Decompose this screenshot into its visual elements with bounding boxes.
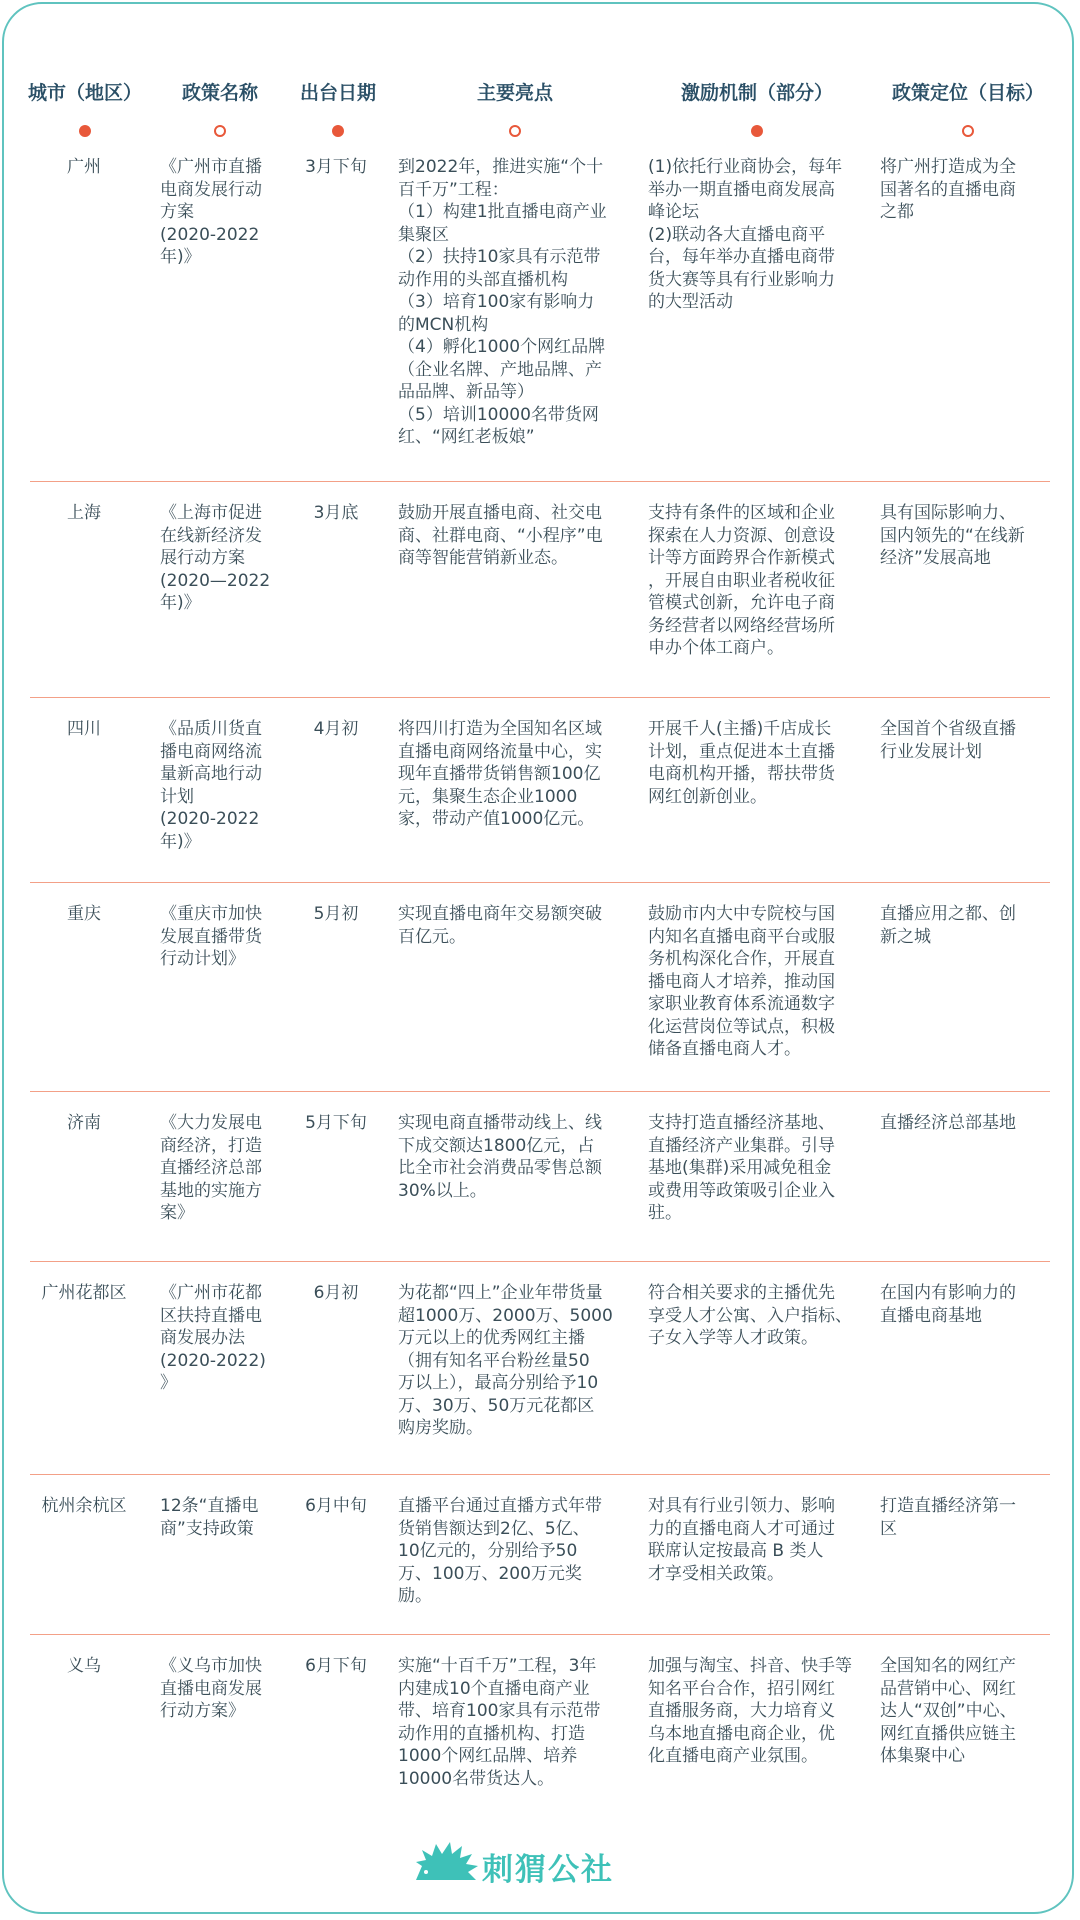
hollow-dot-icon [509,125,521,137]
row-city: 广州花都区 [41,1283,127,1303]
row-separator [30,1634,1050,1635]
row-highlights: 实现电商直播带动线上、线 下成交额达1800亿元，占 比全市社会消费品零售总额 30%以上。 [398,1113,602,1201]
row-city: 义乌 [67,1656,101,1676]
row-date: 6月中旬 [305,1496,367,1516]
row-separator [30,1091,1050,1092]
row-incentives: (1)依托行业商协会，每年 举办一期直播电商发展高 峰论坛 (2)联动各大直播电商平 台，每年举办直播电商带 货大赛等具有行业影响力 的大型活动 [648,157,843,312]
row-positioning: 在国内有影响力的 直播电商基地 [880,1283,1016,1326]
row-highlights: 直播平台通过直播方式年带 货销售额达到2亿、5亿、 10亿元的，分别给予50 万、100万、200万元奖 励。 [398,1496,602,1606]
filled-dot-icon [332,125,344,137]
row-policy-name: 《广州市直播 电商发展行动 方案 (2020-2022 年)》 [160,157,262,267]
row-positioning: 将广州打造成为全 国著名的直播电商 之都 [880,157,1016,222]
row-policy-name: 12条“直播电 商”支持政策 [160,1496,259,1539]
header-policy-name [160,78,280,137]
row-city: 上海 [67,503,101,523]
row-incentives: 加强与淘宝、抖音、快手等 知名平台合作，招引网红 直播服务商，大力培育义 乌本地直播电商企业，优 化直播电商产业氛围。 [648,1656,852,1766]
row-highlights: 将四川打造为全国知名区域 直播电商网络流量中心，实 现年直播带货销售额100亿 元，集聚生态企业1000 家，带动产值1000亿元。 [398,719,602,829]
header-highlights-label: 主要亮点 [476,82,553,104]
row-incentives: 开展千人(主播)千店成长 计划，重点促进本土直播 电商机构开播，帮扶带货 网红创新创业。 [648,719,835,807]
row-policy-name: 《品质川货直 播电商网络流 量新高地行动 计划 (2020-2022 年)》 [160,719,262,852]
hollow-dot-icon [962,125,974,137]
row-positioning: 直播应用之都、创 新之城 [880,904,1016,947]
row-date: 5月下旬 [305,1113,367,1133]
row-highlights: 鼓励开展直播电商、社交电 商、社群电商、“小程序”电 商等智能营销新业态。 [398,503,603,568]
hollow-dot-icon [214,125,226,137]
row-policy-name: 《重庆市加快 发展直播带货 行动计划》 [160,904,262,969]
header-positioning-label: 政策定位（目标） [891,82,1044,104]
row-date: 3月底 [313,503,359,523]
row-city: 重庆 [67,904,101,924]
header-policy-name-label: 政策名称 [181,82,258,104]
row-positioning: 全国知名的网红产 品营销中心、网红 达人“双创”中心、 网红直播供应链主 体集聚中心 [880,1656,1017,1766]
row-policy-name: 《广州市花都 区扶持直播电 商发展办法 (2020-2022) 》 [160,1283,266,1393]
row-date: 3月下旬 [305,157,367,177]
header-city [20,78,150,137]
row-separator [30,481,1050,482]
row-date: 6月初 [313,1283,359,1303]
row-positioning: 具有国际影响力、 国内领先的“在线新 经济”发展高地 [880,503,1025,568]
row-separator [30,1474,1050,1475]
table-header [0,78,1080,148]
row-incentives: 对具有行业引领力、影响 力的直播电商人才可通过 联席认定按最高 B 类人 才享受相关政策。 [648,1496,835,1584]
row-incentives: 鼓励市内大中专院校与国 内知名直播电商平台或服 务机构深化合作，开展直 播电商人才培养，推动国 家职业教育体系流通数字 化运营岗位等试点，积极 储备直播电商人才。 [648,904,835,1059]
row-incentives: 符合相关要求的主播优先 享受人才公寓、入户指标、 子女入学等人才政策。 [648,1283,852,1348]
row-highlights: 到2022年，推进实施“个十 百千万”工程： （1）构建1批直播电商产业 集聚区 （2）扶持10家具有示范带 动作用的头部直播机构 （3）培育100家有影响力 的MCN机构 （4）孵化1000个网红品牌 （企业名牌、产地品牌、产 品品牌、新品等） （5）培训10000名带货网 红、“网红老板娘” [398,157,607,447]
row-policy-name: 《义乌市加快 直播电商发展 行动方案》 [160,1656,262,1721]
row-positioning: 打造直播经济第一 区 [880,1496,1016,1539]
row-incentives: 支持有条件的区域和企业 探索在人力资源、创意设 计等方面跨界合作新模式 ，开展自由职业者税收征 管模式创新，允许电子商 务经营者以网络经营场所 申办个体工商户。 [648,503,835,658]
filled-dot-icon [79,125,91,137]
row-separator [30,1261,1050,1262]
header-date [286,78,390,137]
header-incentives-label: 激励机制（部分） [680,82,833,104]
header-highlights [400,78,630,137]
header-incentives [650,78,864,137]
row-positioning: 全国首个省级直播 行业发展计划 [880,719,1016,762]
row-incentives: 支持打造直播经济基地、 直播经济产业集群。引导 基地(集群)采用减免租金 或费用等政策吸引企业入 驻。 [648,1113,835,1223]
row-highlights: 实现直播电商年交易额突破 百亿元。 [398,904,602,947]
hedgehog-icon [412,1842,480,1882]
row-date: 4月初 [313,719,359,739]
header-city-label: 城市（地区） [27,82,142,104]
row-city: 四川 [67,719,101,739]
header-positioning [878,78,1058,137]
row-city: 广州 [67,157,101,177]
brand-logo [412,1842,672,1888]
row-city: 杭州余杭区 [41,1496,127,1516]
row-policy-name: 《上海市促进 在线新经济发 展行动方案 (2020—2022 年)》 [160,503,271,613]
row-highlights: 为花都“四上”企业年带货量 超1000万、2000万、5000 万元以上的优秀网红主播 （拥有知名平台粉丝量50 万以上），最高分别给予10 万、30万、50万元花都区 购房奖励。 [398,1283,613,1438]
filled-dot-icon [751,125,763,137]
row-highlights: 实施“十百千万”工程，3年 内建成10个直播电商产业 带、培育100家具有示范带 动作用的直播机构、打造 1000个网红品牌、培养 10000名带货达人。 [398,1656,601,1789]
row-date: 5月初 [313,904,359,924]
row-policy-name: 《大力发展电 商经济，打造 直播经济总部 基地的实施方 案》 [160,1113,262,1223]
row-city: 济南 [67,1113,101,1133]
row-separator [30,882,1050,883]
brand-logo-text: 刺猬公社 [482,1852,614,1888]
row-positioning: 直播经济总部基地 [880,1113,1016,1133]
row-date: 6月下旬 [305,1656,367,1676]
header-date-label: 出台日期 [299,82,376,104]
row-separator [30,697,1050,698]
